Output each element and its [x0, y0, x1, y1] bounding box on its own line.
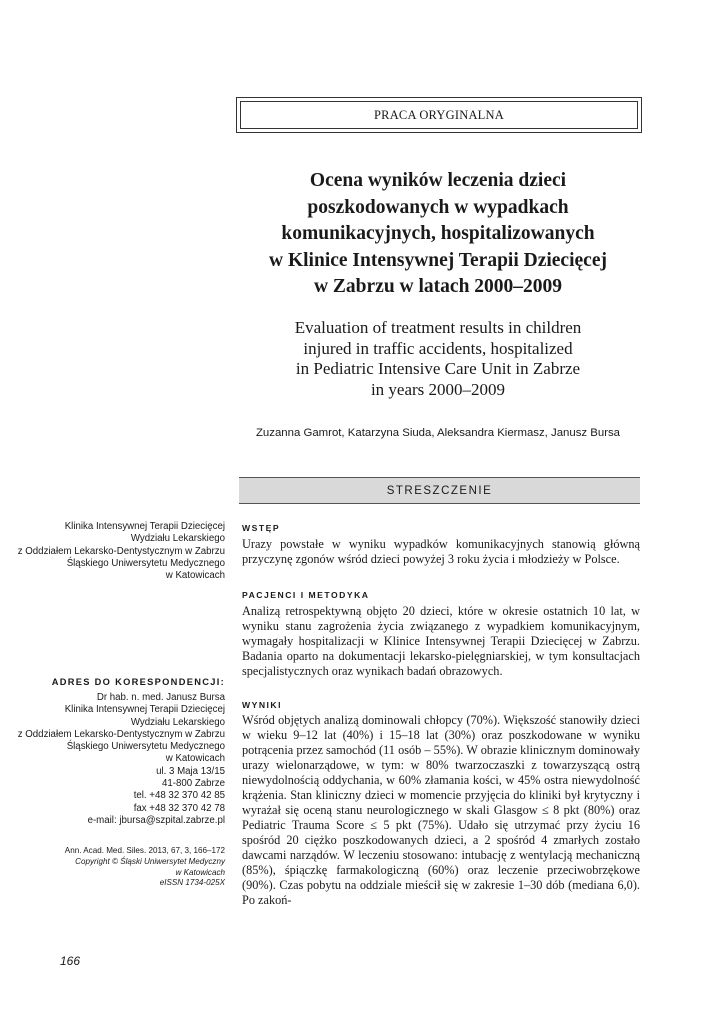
section-heading-methods: PACJENCI I METODYKA: [242, 590, 370, 600]
copyright-line: Copyright © Śląski Uniwersytet Medyczny: [75, 856, 225, 866]
title-polish-line: w Klinice Intensywnej Terapii Dziecięcej: [269, 249, 607, 271]
title-english-line: in Pediatric Intensive Care Unit in Zabrze: [295, 359, 581, 378]
issn: eISSN 1734-025X: [159, 878, 225, 888]
correspondence-line: Klinika Intensywnej Terapii Dziecięcej: [64, 704, 225, 716]
title-polish-line: Ocena wyników leczenia dzieci: [309, 170, 567, 191]
correspondence-line: tel. +48 32 370 42 85: [133, 790, 225, 802]
affiliation-line: w Katowicach: [165, 570, 225, 582]
section-text-methods: Analizą retrospektywną objęto 20 dzieci, które w okresie ostatnich 10 lat, w wyniku stanu zagrożenia życia związanego z wypadkiem komunikacyjnym, wymagały hospitalizacji w Klinice Intensywnej Terapii Dziecięcej w Zabrzu. Badania oparto na dokumentacji lekarsko-pielęgniarskiej, w tym konsultacjach specjalistycznych oraz wynikach badań obrazowych.: [242, 604, 640, 678]
journal-citation: Ann. Acad. Med. Siles. 2013, 67, 3, 166–172: [64, 846, 225, 855]
correspondence-line: w Katowicach: [165, 753, 225, 765]
correspondence-line: fax +48 32 370 42 78: [133, 802, 225, 814]
copyright-line: w Katowicach: [175, 867, 225, 877]
title-polish-line: komunikacyjnych, hospitalizowanych: [281, 223, 595, 244]
article-type-label: PRACA ORYGINALNA: [240, 101, 638, 129]
abstract-label: STRESZCZENIE: [239, 477, 640, 504]
section-text-introduction: Urazy powstałe w wyniku wypadków komunikacyjnych stanowią główną przyczynę zgonów wśród dzieci powyżej 3 roku życia i młodzieży w Polsce.: [242, 537, 640, 566]
correspondence-line: Wydziału Lekarskiego: [130, 716, 225, 728]
authors: Zuzanna Gamrot, Katarzyna Siuda, Aleksandra Kiermasz, Janusz Bursa: [255, 427, 621, 439]
citation-block: [25, 846, 225, 889]
correspondence-heading: ADRES DO KORESPONDENCJI:: [51, 677, 225, 687]
correspondence-email: e-mail: jbursa@szpital.zabrze.pl: [87, 814, 225, 826]
section-heading-results: WYNIKI: [242, 700, 283, 710]
title-english: [236, 318, 640, 400]
correspondence-line: 41-800 Zabrze: [161, 778, 225, 790]
affiliation: [5, 521, 225, 582]
article-type-box: [236, 97, 642, 133]
correspondence-line: Śląskiego Uniwersytetu Medycznego: [66, 741, 225, 753]
correspondence-line: ul. 3 Maja 13/15: [156, 765, 225, 777]
correspondence-line: z Oddziałem Lekarsko-Dentystycznym w Zabrzu: [17, 728, 225, 740]
title-polish: [236, 168, 640, 301]
affiliation-line: Śląskiego Uniwersytetu Medycznego: [66, 557, 225, 569]
affiliation-line: Klinika Intensywnej Terapii Dziecięcej: [64, 521, 225, 532]
title-polish-line: poszkodowanych w wypadkach: [307, 196, 569, 218]
title-english-line: Evaluation of treatment results in children: [294, 318, 582, 337]
correspondence-address: [5, 692, 225, 827]
correspondence-line: Dr hab. n. med. Janusz Bursa: [96, 692, 225, 703]
section-text-results: Wśród objętych analizą dominowali chłopcy (70%). Większość stanowiły dzieci w wieku 9–12 lat (40%) i 15–18 lat (30%) oraz poszkodowane w wyniku potrącenia przez samochód (11 osób – 55%). W obrazie klinicznym dominowały urazy wielonarządowe, w tym: w 80% twarzoczaszki z towarzyszącą ostrą niewydolnością oddychania, w 60% złamania kości, w 45% ostra niewydolność krążenia. Stan kliniczny dzieci w momencie przyjęcia do kliniki był krytyczny i wyrażał się oceną stanu neurologicznego w skali Glasgow ≤ 8 pkt (80%) oraz Pediatric Trauma Score ≤ 5 pkt (75%). Udało się utrzymać przy życiu 16 spośród 20 ciężko poszkodowanych dzieci, a 2 spośród 4 zmarłych zostało dawcami narządów. W leczeniu stosowano: intubację z wentylacją mechaniczną (85%), śpiączkę farmakologiczną (60%) oraz leczenie przeciwobrzękowe (90%). Czas pobytu na oddziale mieścił się w zakresie 1–30 dób (mediana 6,0). Po zakoń-: [242, 713, 640, 907]
title-polish-line: w Zabrzu w latach 2000–2009: [313, 276, 563, 297]
affiliation-line: z Oddziałem Lekarsko-Dentystycznym w Zabrzu: [17, 545, 225, 557]
title-english-line: in years 2000–2009: [370, 379, 506, 399]
page-number: 166: [60, 954, 81, 968]
title-english-line: injured in traffic accidents, hospitalized: [303, 338, 573, 358]
affiliation-line: Wydziału Lekarskiego: [130, 533, 225, 545]
section-heading-introduction: WSTĘP: [242, 523, 281, 533]
